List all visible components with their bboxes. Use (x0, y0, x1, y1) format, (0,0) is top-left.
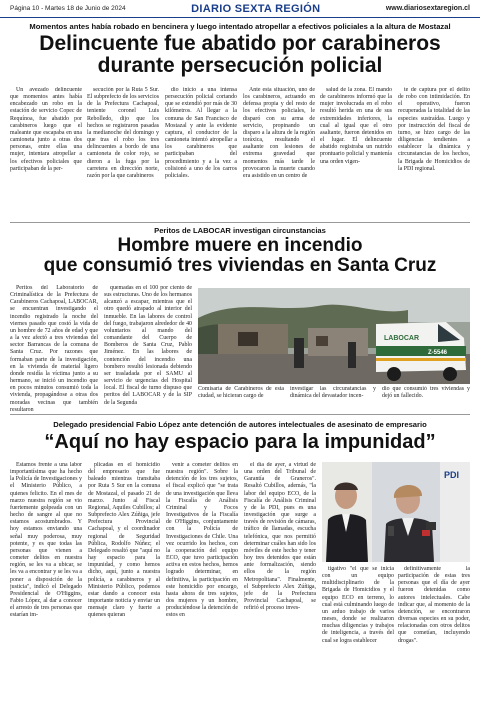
fire-scene-illustration (198, 288, 470, 384)
newspaper-brand: DIARIO SEXTA REGIÓN (191, 2, 321, 15)
article1-kicker: Momentos antes había robado en bencinera y luego intentado atropellar a efectivos policiales a la altura de Mostazal (29, 22, 451, 31)
article1-headline-line1: Delincuente fue abatido por carabineros (39, 32, 441, 55)
article3-column-4: el día de ayer, a virtud de una orden del Tribunal de Garantía de Graneros". Resaltó Cubillos, además, "la labor del equipo ECO, de la Fiscalía de Análisis Criminal y de la PDI, pues es una investigación que surge a través de revisión de cámaras, tráfico de llamadas, escucha telefónica, que nos permitió determinar cuáles han sido los móviles de este hecho y tener hoy tres detenidos que están ante formalización, siendo ellos de la región Metropolitana". Finalmente, el Subprefecto Alex Zúñiga, jefe de la Prefectura Provincial Cachapoal, se refirió el proceso inves- (244, 462, 316, 612)
fire-photo-caption-2: investigar las circunstancias y dinámica del devastador incen- (290, 386, 376, 400)
press-conference-illustration (322, 462, 470, 562)
fire-scene-photo (198, 288, 470, 384)
article3-headline: “Aquí no hay espacio para la impunidad” (44, 431, 436, 453)
fire-photo-caption-3: dio que consumió tres viviendas y dejó un fallecido. (382, 386, 470, 400)
article1-column-1: Un avezado delincuente que momentos antes había encabezado un robo en la estación de servicio Copec de Requínoa, fue abatido por carabineros luego que el maleante que escapaba en una camioneta junto a otras dos personas, entre ellas una mujer, intentara atropellar a los efectivos policiales que participaban de la per- (10, 87, 82, 172)
article1-column-4: Ante esta situación, uno de los carabineros, actuando en defensa propia y del resto de los efectivos policiales, le disparó con su arma de servicio, propinando un disparo a la altura de la región toráxica, resultando el asaltante con lesiones de extrema gravedad que momentos más tarde le provocaron la muerte cuando era asistido en un centro de (243, 87, 315, 179)
van-label: LABOCAR (384, 335, 419, 342)
article3-column-1: Estamos frente a una labor importantísima que ha hecho la Policía de Investigaciones y el Ministerio Público, a quienes felicito. En el mes de marzo nuestra región se vio fuertemente golpeada con un hecho de sangre al que no estamos acostumbrados. Y hoy estamos enviando una señal muy poderosa, muy potente, y es que todas las personas que vienen a cometer delitos en nuestra región, se les va a ubicar, se les va a encontrar y se les va a poner a disposición de la justicia", indicó el Delegado Presidencial de O'Higgins, Fabio López, al dar a conocer el arresto de tres personas que estarían im- (10, 462, 82, 619)
article1-headline (10, 33, 470, 77)
article3-column-3: venir a cometer delitos en nuestra región". Sobre la detención de los tres sujetos, el fiscal explicó que "se trata de una investigación que lleva la Fiscalía de Análisis Criminal y Focos Investigativos de la Fiscalía de O'Higgins, conjuntamente con la Policía de Investigaciones de Chile. Una vez ocurrido los hechos, con la cooperación del equipo ECO, que tuvo participación activa en estos hechos, hemos logrado determinar, en definitiva, la participación en este homicidio por encargo, hasta ahora de tres sujetos, dos mujeres y un hombre, produciéndose la detención de estos en (166, 462, 238, 619)
page-header (0, 0, 480, 18)
article2-headline-line2: que consumió tres viviendas en Santa Cruz (43, 254, 437, 276)
article2-column-2: quemadas en el 100 por ciento de sus estructuras. Uno de los hermanos alcanzó a escapar, mientras que el otro quedó atrapado al interior del inmueble. En las labores de control del fuego, trabajaron alrededor de 40 voluntarios al mando del comandante del Cuerpo de Bomberos de Santa Cruz, Pablo Jiménez. En las labores de contención del incendio una bombero resultó lesionada debiendo ser trasladada por el SAMU al servicio de urgencias del Hospital local. El fiscal de turno dispuso que peritos del LABOCAR y de la SIP de la Segunda (104, 285, 192, 406)
page-number-date: Página 10 - Martes 18 de Junio de 2024 (10, 5, 126, 12)
press-conference-photo (322, 462, 470, 562)
divider (10, 414, 470, 415)
website-link[interactable]: www.diariosextaregion.cl (385, 5, 470, 12)
pdi-banner: PDI (444, 470, 460, 480)
article1-column-6: te de captura por el delito de robo con intimidación. En el operativo, fueron recuperadas la totalidad de las especies sustraídas. Luego y por instrucción del fiscal de turno, se hizo cargo de las diligencias tendientes a establecer la dinámica y circunstancias de los hechos, la Brigada de Homicidios de la PDI regional. (398, 87, 470, 172)
fire-photo-caption-1: Comisaría de Carabineros de esta ciudad, se hicieran cargo de (198, 386, 284, 400)
article2-headline-line1: Hombre muere en incendio (117, 235, 363, 256)
article2-headline (10, 236, 470, 276)
article3-kicker: Delegado presidencial Fabio López ante detención de autores intelectuales de asesinato de empresario (53, 420, 427, 429)
divider (10, 222, 470, 223)
article1-column-3: dio inicio a una intensa persecución policial cortando que se extendió por más de 30 kilómetros. Al llegar a la comuna de San Francisco de Mostazal y ante la evidente captura, el conductor de la camioneta intentó atropellar a los carabineros que participaban del procedimiento y a la vez a colisionó a uno de los carros policiales. (165, 87, 237, 179)
article3-column-5: tigativo "el que se inicia con un equipo multidisciplinario de la Brigada de Homicidios y el equipo ECO en terreno, lo cual está culminando luego de un arduo trabajo de varios meses, donde se realizaron muchas diligencias y trabajos de inteligencia, a través del cual se logra establecer (322, 566, 394, 644)
article3-column-2: plicadas en el homicidio del empresario que fue baleado mientras transitaba por Ruta 5 Sur en la comuna de Mostazal, el pasado 21 de marzo. Junto al Fiscal Regional, Aquiles Cubillos; al Subprefecto Alex Zúñiga, jefe Prefectura Provincial Cachapoal, y el coordinador regional de Seguridad Pública, Rodolfo Núñez; el Delegado resaltó que "aquí no hay espacio para la impunidad, y como hemos dicho, aquí, junto a nuestra policía, a carabineros y al Ministerio Público, podemos estar dando a conocer esta importante noticia y enviar un mensaje claro y fuerte a quienes quieran (88, 462, 160, 619)
article1-headline-line2: durante persecución policial (97, 54, 383, 78)
article1-column-5: salud de la zona. El mando de carabineros informó que la mujer involucrada en el robo resultó herida en una de sus extremidades inferiores, la cual al igual que el otro asaltante, fueron detenidos en el lugar. El delincuente abatido registraba un nutrido prontuario policial y mantenía una orden vigen- (320, 87, 392, 165)
article1-column-2: secución por la Ruta 5 Sur. El subprefecto de los servicios de la Prefectura Cachapoal, teniente coronel Luis Rebolledo, dijo que los hechos se registraron pasadas la medianoche del domingo y que tras el robo los tres delincuentes a bordo de una camioneta de color rojo, se dieron a la fuga por la carretera en dirección norte, razón por la que carabineros (87, 87, 159, 179)
article2-column-1: Peritos del Laboratorio de Criminalística de la Prefectura de Carabineros Cachapoal, LABOCAR, se encuentran investigando el incendio registrado la noche del viernes pasado que costó la vida de un hombre de 72 años de edad y que a la vez afectó a tres viviendas del sector Barrancas de la comuna de Santa Cruz. Por razones que formaban parte de la investigación, en la vivienda de material ligero donde residía la víctima junto a su hermano, se inició un incendio que en pocos minutos consumió toda la vivienda, propagándose a otras dos moradas vecinas que también resultaron (10, 285, 98, 413)
article2-kicker: Peritos de LABOCAR investigan circunstancias (154, 226, 326, 235)
article3-column-6: definitivamente la participación de estas tres personas que el día de ayer fueron detenidas como autores intelectuales. Cabe indicar que, al momento de la detención, se encontraron diversas especies en su poder, relacionadas con otros delitos que cometían, incluyendo drogas". (398, 566, 470, 644)
van-plate: Z-5546 (428, 350, 448, 356)
